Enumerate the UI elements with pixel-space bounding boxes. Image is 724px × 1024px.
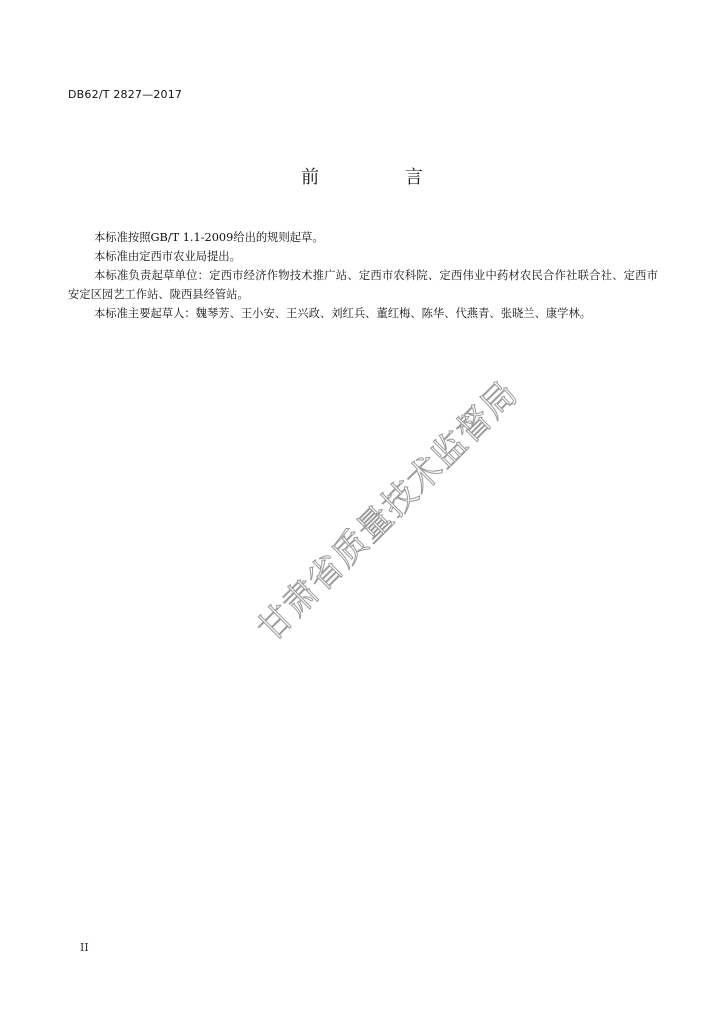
paragraph-drafters: 本标准主要起草人：魏琴芳、王小安、王兴政、刘红兵、董红梅、陈华、代燕青、张晓兰、康学林。 bbox=[94, 307, 592, 320]
page-number: II bbox=[80, 941, 89, 954]
foreword-body bbox=[68, 228, 658, 323]
watermark: 甘肃省质量技术监督局 bbox=[250, 373, 526, 650]
paragraph-drafting-rules: 本标准按照GB/T 1.1-2009给出的规则起草。 bbox=[94, 231, 324, 244]
paragraph-proposer: 本标准由定西市农业局提出。 bbox=[94, 250, 241, 263]
paragraph-drafting-units: 本标准负责起草单位：定西市经济作物技术推广站、定西市农科院、定西伟业中药材农民合作社联合社、定西市安定区园艺工作站、陇西县经管站。 bbox=[68, 269, 658, 301]
section-title: 前 言 bbox=[301, 167, 463, 188]
standard-code: DB62/T 2827—2017 bbox=[68, 88, 183, 101]
